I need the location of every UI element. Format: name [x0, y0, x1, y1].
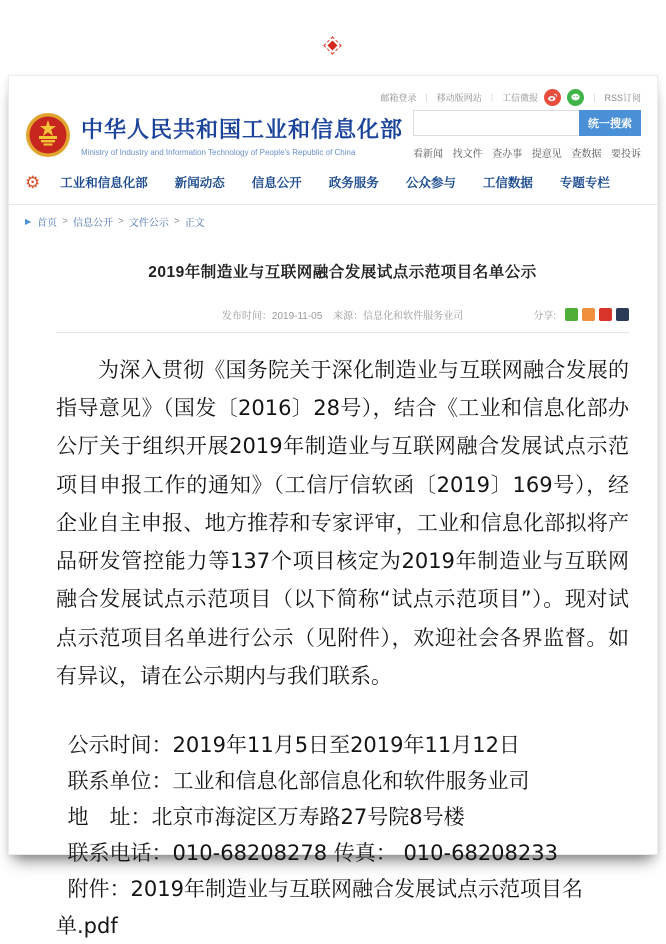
- breadcrumb-document-notice[interactable]: 文件公示: [128, 218, 169, 229]
- nav-item-special-topics[interactable]: 专题专栏: [559, 176, 610, 190]
- meta-divider: [56, 332, 629, 333]
- quick-link-data[interactable]: 查数据: [571, 149, 602, 160]
- breadcrumb-home[interactable]: 首页: [37, 218, 58, 229]
- emblem-icon: [25, 112, 71, 158]
- attachment-line[interactable]: 附件：2019年制造业与互联网融合发展试点示范项目名单.pdf: [56, 877, 583, 938]
- wechat-share-icon[interactable]: [565, 308, 578, 321]
- article: [9, 260, 657, 944]
- page-card: [8, 75, 658, 938]
- search-button[interactable]: 统一搜索: [579, 110, 641, 136]
- rss-link[interactable]: RSS订阅: [604, 92, 641, 103]
- top-utility-links: 邮箱登录 | 移动版网站 | 工信微报 | RSS订阅: [25, 88, 641, 106]
- mobile-site-link[interactable]: 移动版网站: [436, 92, 482, 103]
- quick-link-suggest[interactable]: 提意见: [531, 149, 562, 160]
- breadcrumb: ▶ 首页 > 信息公开 > 文件公示 > 正文: [25, 216, 205, 229]
- search-input[interactable]: [413, 110, 579, 136]
- pdf-share-icon[interactable]: [599, 308, 612, 321]
- source-label: 来源：: [333, 311, 364, 322]
- mail-login-link[interactable]: 邮箱登录: [380, 92, 417, 103]
- site-header: [9, 76, 657, 204]
- quick-link-news[interactable]: 看新闻: [413, 149, 443, 160]
- share-label: 分享:: [533, 311, 556, 322]
- publish-time-label: 发布时间：: [221, 311, 272, 322]
- nav-item-data[interactable]: 工信数据: [482, 176, 533, 190]
- source-value: 信息化和软件服务业司: [363, 311, 464, 322]
- main-nav: [25, 173, 641, 204]
- nav-item-gov-services[interactable]: 政务服务: [328, 176, 379, 190]
- wechat-icon[interactable]: [567, 89, 584, 106]
- search-area: [413, 110, 641, 160]
- logo-search-row: [25, 110, 641, 160]
- nav-item-news[interactable]: 新闻动态: [174, 176, 225, 190]
- quick-link-services[interactable]: 查办事: [492, 149, 523, 160]
- gongxin-weibao-link[interactable]: 工信微报: [502, 92, 539, 103]
- gear-icon: ⚙: [25, 172, 41, 192]
- article-body: 为深入贯彻《国务院关于深化制造业与互联网融合发展的指导意见》（国发〔2016〕28号），结合《工业和信息化部办公厅关于组织开展2019年制造业与互联网融合发展试点示范项目申报工作的通知》（工信厅信软函〔2019〕169号），经企业自主申报、地方推荐和专家评审，工业和信息化部拟将产品研发管控能力等137个项目核定为2019年制造业与互联网融合发展试点示范项目（以下简称“试点示范项目”）。现对试点示范项目名单进行公示（见附件），欢迎社会各界监督。如有异议，请在公示期内与我们联系。: [56, 358, 629, 688]
- quick-link-files[interactable]: 找文件: [452, 149, 483, 160]
- notice-period-line: 公示时间：2019年11月5日至2019年11月12日: [67, 732, 520, 757]
- site-title: 中华人民共和国工业和信息化部: [81, 117, 404, 142]
- contact-block: [56, 727, 629, 944]
- quick-link-complaint[interactable]: 要投诉: [610, 149, 641, 160]
- breadcrumb-info-disclosure[interactable]: 信息公开: [73, 218, 113, 229]
- publish-date: 2019-11-05: [271, 311, 323, 322]
- search-quick-links: [413, 145, 641, 160]
- breadcrumb-arrow-icon: ▶: [25, 217, 32, 226]
- nav-item-participation[interactable]: 公众参与: [405, 176, 456, 190]
- diamond-icon: [323, 36, 341, 54]
- site-title-english: Ministry of Industry and Information Technology of People's Republic of China: [81, 148, 356, 157]
- weibo-share-icon[interactable]: [582, 308, 595, 321]
- qq-share-icon[interactable]: [616, 308, 629, 321]
- weibo-icon[interactable]: [544, 89, 561, 106]
- nav-item-info-disclosure[interactable]: 信息公开: [251, 176, 302, 190]
- contact-unit-line: 联系单位：工业和信息化部信息化和软件服务业司: [67, 769, 530, 794]
- phone-fax-line: 联系电话：010-68208278 传真： 010-68208233: [67, 841, 558, 866]
- site-logo[interactable]: [25, 110, 403, 160]
- nav-item-miit[interactable]: 工业和信息化部: [60, 176, 148, 190]
- article-meta: [56, 307, 629, 323]
- address-line: 地 址：北京市海淀区万寿路27号院8号楼: [67, 805, 465, 830]
- article-title: 2019年制造业与互联网融合发展试点示范项目名单公示: [148, 264, 537, 281]
- breadcrumb-current: 正文: [184, 218, 205, 229]
- share-bar: [533, 307, 629, 322]
